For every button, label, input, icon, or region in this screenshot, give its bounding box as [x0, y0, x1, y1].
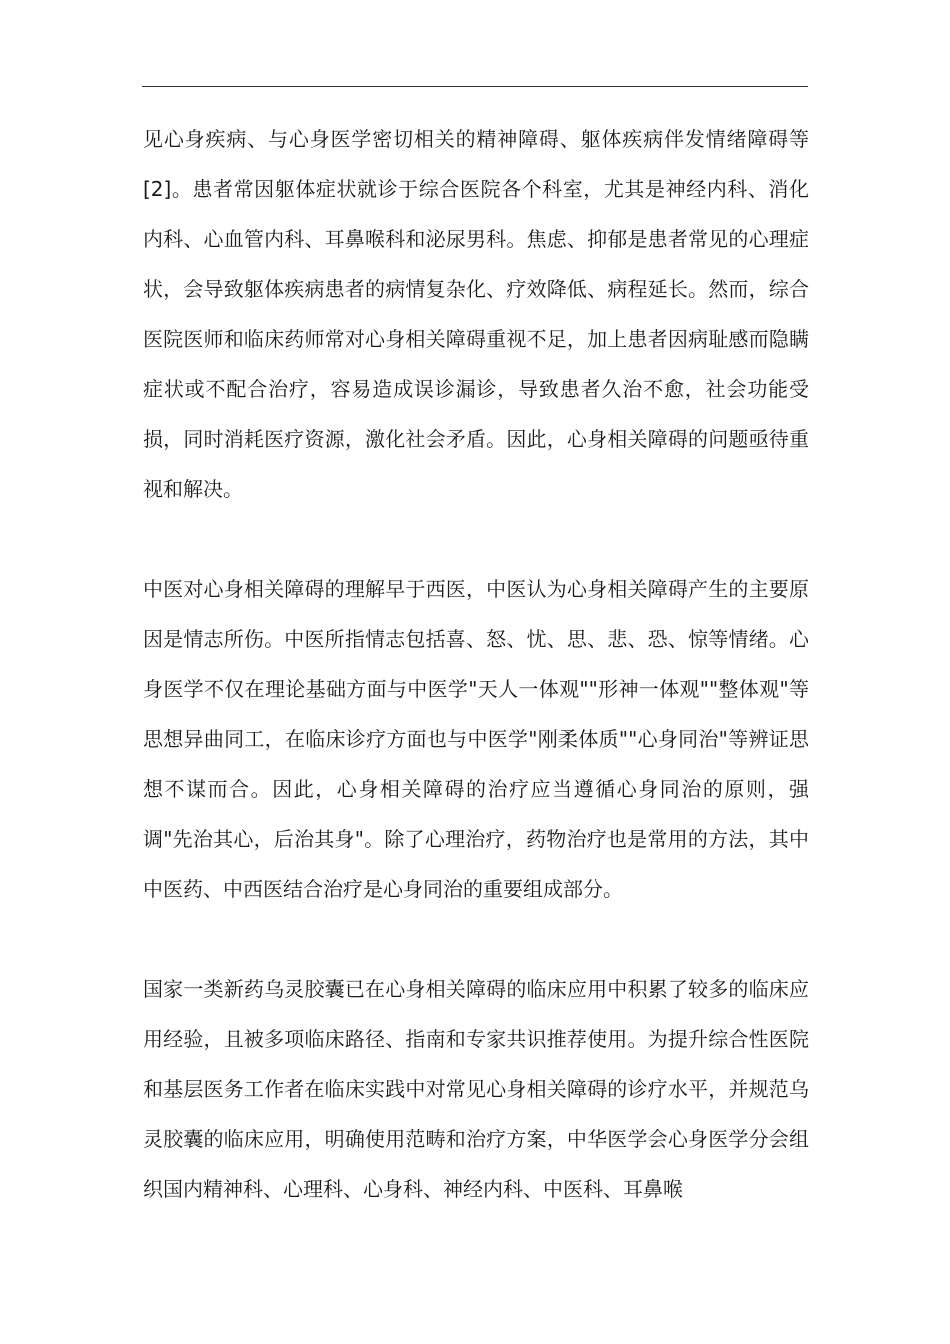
paragraph-1: 见心身疾病、与心身医学密切相关的精神障碍、躯体疾病伴发情绪障碍等[2]。患者常因躯体症状就诊于综合医院各个科室，尤其是神经内科、消化内科、心血管内科、耳鼻喉科和泌尿男科。焦虑、抑郁是患者常见的心理症状，会导致躯体疾病患者的病情复杂化、疗效降低、病程延长。然而，综合医院医师和临床药师常对心身相关障碍重视不足，加上患者因病耻感而隐瞒症状或不配合治疗，容易造成误诊漏诊，导致患者久治不愈，社会功能受损，同时消耗医疗资源，激化社会矛盾。因此，心身相关障碍的问题亟待重视和解决。 [143, 127, 809, 501]
paragraph-3: 国家一类新药乌灵胶囊已在心身相关障碍的临床应用中积累了较多的临床应用经验，且被多项临床路径、指南和专家共识推荐使用。为提升综合性医院和基层医务工作者在临床实践中对常见心身相关障碍的诊疗水平，并规范乌灵胶囊的临床应用，明确使用范畴和治疗方案，中华医学会心身医学分会组织国内精神科、心理科、心身科、神经内科、中医科、耳鼻喉 [143, 977, 809, 1201]
header-rule [142, 86, 808, 87]
paragraph-2: 中医对心身相关障碍的理解早于西医，中医认为心身相关障碍产生的主要原因是情志所伤。中医所指情志包括喜、怒、忧、思、悲、恐、惊等情绪。心身医学不仅在理论基础方面与中医学"天人一体观""形神一体观""整体观"等思想异曲同工，在临床诊疗方面也与中医学"刚柔体质""心身同治"等辨证思想不谋而合。因此，心身相关障碍的治疗应当遵循心身同治的原则，强调"先治其心，后治其身"。除了心理治疗，药物治疗也是常用的方法，其中中医药、中西医结合治疗是心身同治的重要组成部分。 [143, 577, 809, 901]
document-body [143, 114, 809, 1214]
